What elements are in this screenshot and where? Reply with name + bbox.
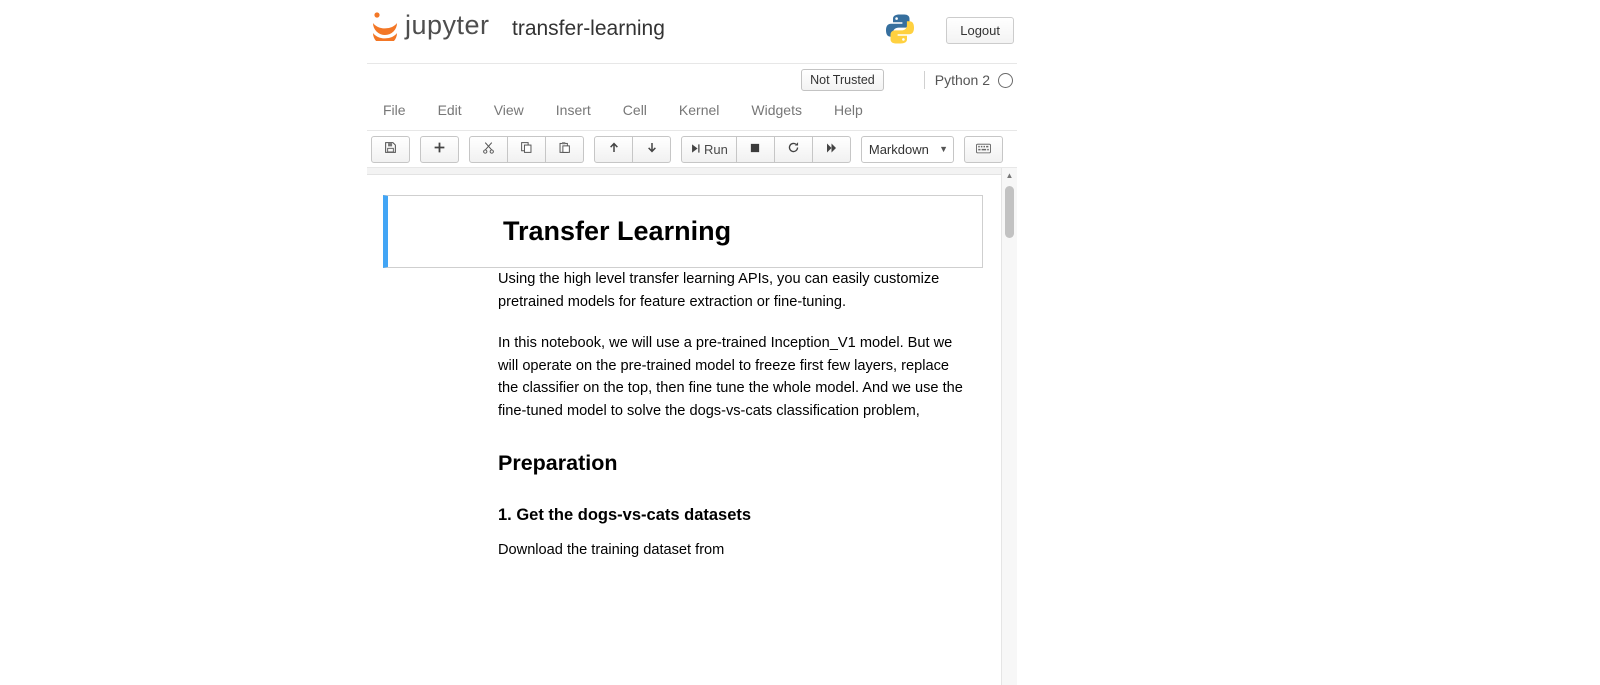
jupyter-notebook-window [367,0,1017,685]
paragraph-download-dataset: Download the training dataset from [498,541,725,558]
cut-cell-button[interactable] [469,136,508,163]
menu-kernel[interactable]: Kernel [678,102,720,118]
notebook-title[interactable]: transfer-learning [512,17,665,40]
cell-type-select[interactable] [861,136,954,163]
logout-button[interactable]: Logout [946,17,1014,44]
jupyter-logo-icon [370,11,400,41]
move-cell-group [594,136,671,163]
interrupt-kernel-button[interactable] [737,136,775,163]
python-logo-icon [885,13,915,45]
insert-cell-group [420,136,459,163]
fast-forward-icon [825,142,838,157]
menu-file[interactable]: File [383,102,406,118]
markdown-cell-text-block[interactable] [367,268,1001,561]
keyboard-icon [976,142,991,157]
chevron-down-icon: ▼ [939,144,948,154]
notebook-heading-get-datasets: 1. Get the dogs-vs-cats datasets [498,505,752,524]
save-button[interactable] [371,136,410,163]
scissors-icon [482,141,495,157]
paragraph-intro-model: In this notebook, we will use a pre-trained Inception_V1 model. But we will operate on the pre-trained model to freeze first few layers, replace the classifier on the top, then fine tune the whole model. And we use the fine-tuned model to solve the dogs-vs-cats classification problem, [498,335,963,420]
trust-status-badge[interactable]: Not Trusted [801,69,884,91]
menu-edit[interactable]: Edit [437,102,462,118]
menu-widgets[interactable]: Widgets [751,102,802,118]
menu-insert[interactable]: Insert [555,102,591,118]
command-palette-group [964,136,1003,163]
move-cell-down-button[interactable] [633,136,671,163]
insert-cell-below-button[interactable] [420,136,459,163]
move-cell-up-button[interactable] [594,136,633,163]
arrow-down-icon [646,141,658,157]
menu-view[interactable]: View [493,102,524,118]
notebook-scroll-region [367,168,1017,685]
scroll-up-arrow-icon[interactable]: ▲ [1005,171,1014,180]
run-play-icon [690,142,701,157]
menu-cell[interactable]: Cell [622,102,647,118]
markdown-cell-content [388,216,982,247]
notebook-indicators [801,68,1017,92]
menubar [367,96,879,124]
notebook-header [367,0,1017,64]
notebook-heading-1: Transfer Learning [503,216,732,246]
notebook-toolbar [367,131,1017,168]
notebook-top-edge [367,168,1017,175]
run-cell-button[interactable] [681,136,737,163]
stop-square-icon [749,142,761,157]
restart-circular-arrow-icon [787,141,800,157]
copy-icon [520,141,533,157]
copy-cell-button[interactable] [508,136,546,163]
restart-and-run-all-button[interactable] [813,136,851,163]
save-group [371,136,410,163]
paragraph-intro-apis: Using the high level transfer learning APIs, you can easily customize pretrained models for feature extraction or fine-tuning. [498,271,940,310]
run-label: Run [704,141,728,157]
notebook-heading-preparation: Preparation [498,450,618,475]
restart-kernel-button[interactable] [775,136,813,163]
menu-area [367,64,1017,131]
command-palette-button[interactable] [964,136,1003,163]
floppy-disk-icon [384,141,397,157]
run-controls-group [681,136,851,163]
plus-icon [433,141,446,157]
indicator-divider [924,71,925,89]
cell-type-value: Markdown [868,141,929,157]
arrow-up-icon [608,141,620,157]
notebook-cells [367,195,1017,685]
jupyter-logo[interactable] [370,10,490,41]
kernel-name-label: Python 2 [934,72,990,88]
clipboard-group [469,136,584,163]
kernel-idle-circle-icon[interactable] [998,73,1013,88]
paste-icon [558,141,571,157]
jupyter-logo-text: jupyter [405,10,490,40]
markdown-cell-selected[interactable] [383,195,983,268]
paste-cell-button[interactable] [546,136,584,163]
menu-help[interactable]: Help [833,102,863,118]
